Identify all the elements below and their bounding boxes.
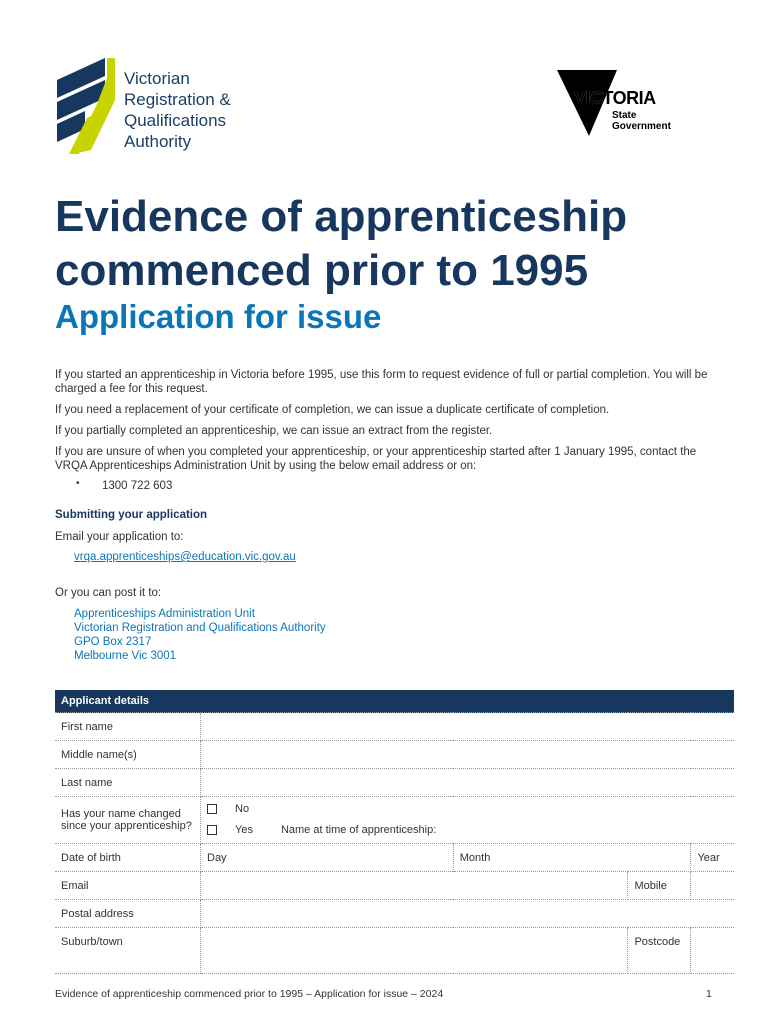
victoria-logo-state — [612, 110, 671, 132]
dob-day-label: Day — [207, 851, 227, 864]
option-yes-label: Yes — [235, 824, 253, 836]
victoria-logo-word: VICTORIA — [574, 88, 656, 108]
postcode-field[interactable] — [691, 928, 734, 974]
page-subtitle: Application for issue — [55, 298, 382, 335]
page-number: 1 — [706, 988, 712, 1000]
suburb-label: Suburb/town — [55, 928, 201, 974]
first-name-field[interactable] — [201, 713, 735, 741]
bullet-icon: • — [76, 478, 80, 489]
applicant-details-table — [55, 690, 734, 974]
victoria-logo-state-line: Government — [612, 121, 671, 132]
submitting-heading: Submitting your application — [55, 509, 208, 521]
postal-address — [74, 607, 326, 663]
name-changed-label: Has your name changed since your apprenticeship? — [55, 797, 201, 844]
option-yes-row — [207, 820, 728, 841]
victoria-logo-state-line: State — [612, 110, 637, 121]
dob-month-label: Month — [459, 851, 491, 864]
replacement-paragraph: If you need a replacement of your certificate of completion, we can issue a duplicate certificate of completion. — [55, 404, 610, 416]
page-title-line: commenced prior to 1995 — [55, 246, 589, 295]
post-intro: Or you can post it to: — [55, 587, 162, 599]
email-label: Email — [55, 872, 201, 900]
applicant-details-header: Applicant details — [55, 690, 734, 713]
suburb-field[interactable] — [201, 928, 628, 974]
address-line: Apprenticeships Administration Unit — [74, 608, 255, 620]
mobile-field[interactable] — [691, 872, 734, 900]
vrqa-logo-line: Qualifications — [124, 111, 227, 130]
name-changed-options — [201, 797, 735, 844]
postal-address-field[interactable] — [201, 900, 735, 928]
middle-name-label: Middle name(s) — [55, 741, 201, 769]
vrqa-logo-line: Authority — [124, 132, 192, 151]
dob-day-field[interactable] — [201, 844, 454, 872]
email-field[interactable] — [201, 872, 628, 900]
last-name-label: Last name — [55, 769, 201, 797]
vrqa-logo-mark — [55, 58, 125, 154]
vrqa-logo-line: Victorian — [124, 69, 190, 88]
name-at-time-label: Name at time of apprenticeship: — [280, 824, 437, 836]
first-name-label: First name — [55, 713, 201, 741]
middle-name-field[interactable] — [201, 741, 735, 769]
page-title — [55, 190, 745, 298]
vrqa-logo-text — [124, 68, 231, 152]
page-footer: Evidence of apprenticeship commenced prior to 1995 – Application for issue – 2024 — [55, 988, 444, 1000]
yes-checkbox[interactable] — [207, 825, 217, 835]
dob-month-field[interactable] — [453, 844, 691, 872]
partial-paragraph: If you partially completed an apprenticeship, we can issue an extract from the register. — [55, 425, 493, 437]
mobile-label: Mobile — [628, 872, 691, 900]
dob-label: Date of birth — [55, 844, 201, 872]
page-title-line: Evidence of apprenticeship — [55, 192, 628, 241]
postal-address-label: Postal address — [55, 900, 201, 928]
intro-paragraph: If you started an apprenticeship in Victoria before 1995, use this form to request evidence of full or partial completion. You will be charged a fee for this request. — [55, 369, 708, 395]
unsure-paragraph: If you are unsure of when you completed your apprenticeship, or your apprenticeship started after 1 January 1995, contact the VRQA Apprenticeships Administration Unit by using the below email address or on: — [55, 446, 697, 472]
email-intro: Email your application to: — [55, 531, 184, 543]
option-no-label: No — [235, 803, 250, 815]
last-name-field[interactable] — [201, 769, 735, 797]
email-link[interactable]: vrqa.apprenticeships@education.vic.gov.au — [74, 551, 296, 563]
address-line: GPO Box 2317 — [74, 636, 152, 648]
option-no-row — [207, 799, 728, 820]
postcode-label: Postcode — [628, 928, 691, 974]
no-checkbox[interactable] — [207, 804, 217, 814]
phone-number: 1300 722 603 — [102, 480, 173, 492]
vrqa-logo-line: Registration & — [124, 90, 231, 109]
address-line: Melbourne Vic 3001 — [74, 650, 177, 662]
address-line: Victorian Registration and Qualifications Authority — [74, 622, 326, 634]
dob-year-label: Year — [697, 851, 720, 864]
dob-year-field[interactable] — [691, 844, 734, 872]
